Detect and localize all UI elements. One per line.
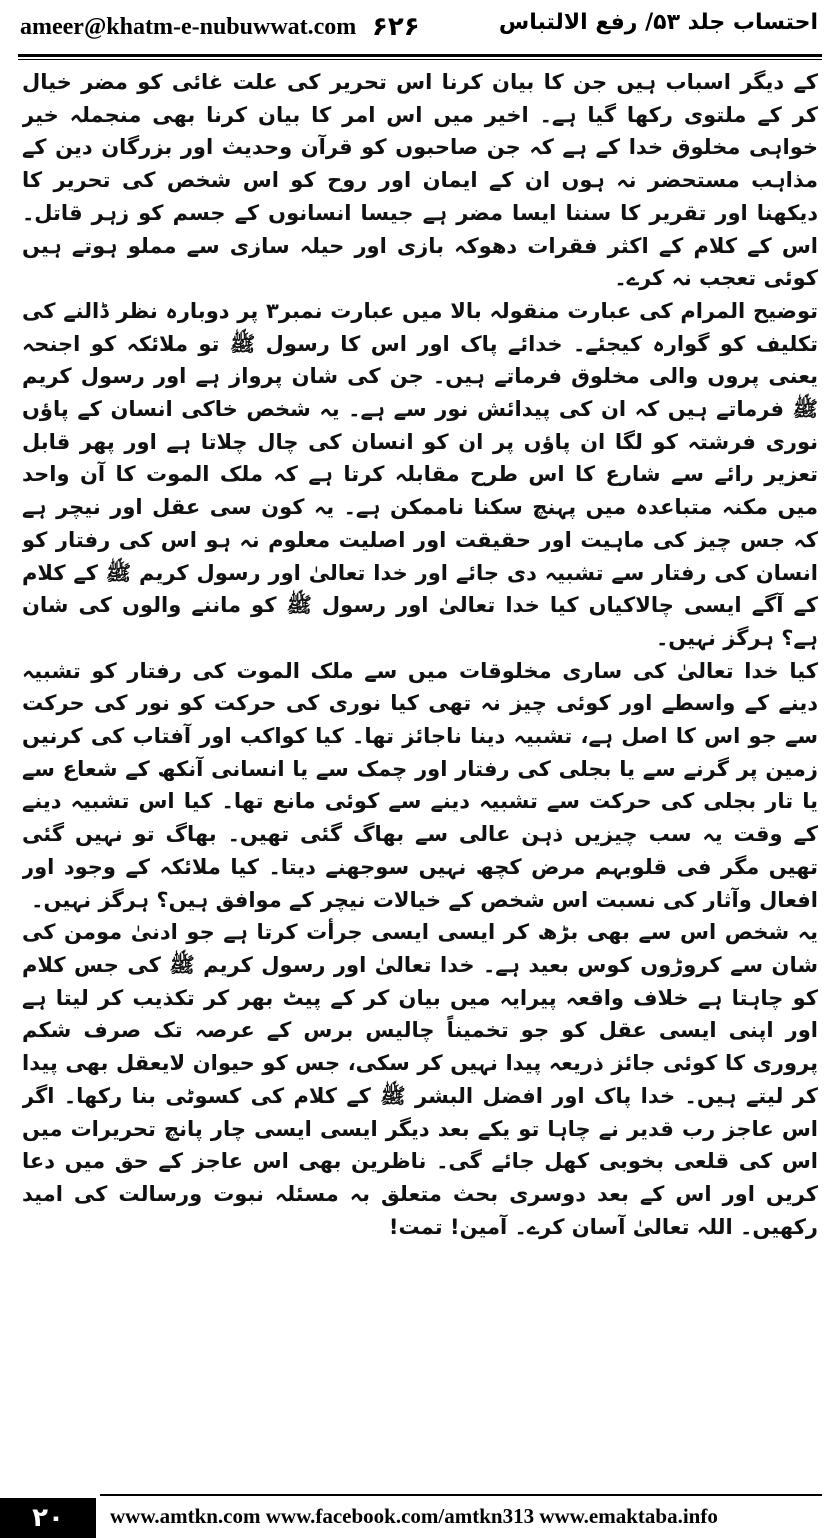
footer-badge-number: ۲۰: [0, 1498, 96, 1538]
header-rule-thin: [18, 59, 822, 60]
paragraph-3: کیا خدا تعالیٰ کی ساری مخلوقات میں سے ملک الموت کی رفتار کو تشبیہ دینے کے واسطے اور کوئی چیز نہ تھی کیا نوری کی حرکت کو نور کی حرکت سے جو اس کا اصل ہے، تشبیہ دینا ناجائز تھا۔ کیا کواکب اور آفتاب کی کرنیں زمین پر گرنے سے یا بجلی کی رفتار اور چمک سے یا انسانی آنکھ کے شعاع سے یا تار بجلی کی حرکت سے تشبیہ دینے سے کوئی مانع تھا۔ کیا اس تشبیہ دینے کے وقت یہ سب چیزیں ذہن عالی سے بھاگ گئی تھیں۔ بھاگ تو نہیں گئی تھیں مگر فی قلوبہم مرض کچھ نہیں سوجھنے دیتا۔ کیا ملائکہ کے وجود اور افعال وآثار کی نسبت اس شخص کے خیالات نیچر کے موافق ہیں؟ ہرگز نہیں۔: [22, 658, 818, 912]
header-email: ameer@khatm-e-nubuwwat.com: [20, 14, 357, 40]
footer-rule: [100, 1494, 822, 1496]
body-text: [22, 66, 818, 1476]
page-footer: [0, 1494, 840, 1540]
paragraph-1: کے دیگر اسباب ہیں جن کا بیان کرنا اس تحریر کی علت غائی کو مضر خیال کر کے ملتوی رکھا گیا ہے۔ اخیر میں اس امر کا بیان کرنا بھی منجملہ خیر خواہی مخلوق خدا کے ہے کہ جن صاحبوں کو قرآن وحدیث اور بزرگان دین کے مذاہب مستحضر نہ ہوں ان کے ایمان اور روح کو اس شخص کی تحریر کا دیکھنا اور تقریر کا سننا ایسا مضر ہے جیسا انسانوں کے جسم کو زہر قاتل۔ اس کے کلام کے اکثر فقرات دھوکہ بازی اور حیلہ سازی سے مملو ہوتے ہیں کوئی تعجب نہ کرے۔: [22, 70, 818, 291]
header-page-number: ۶۲۶: [372, 12, 420, 42]
header-title: احتساب جلد ۵۳/ رفع الالتباس: [498, 10, 818, 35]
header-rule: [18, 54, 822, 57]
footer-links: www.amtkn.com www.facebook.com/amtkn313 www.emaktaba.info: [110, 1504, 718, 1528]
paragraph-2: توضیح المرام کی عبارت منقولہ بالا میں عبارت نمبر۳ پر دوبارہ نظر ڈالنے کی تکلیف کو گوارہ کیجئے۔ خدائے پاک اور اس کا رسول ﷺ تو ملائکہ کو اجنحہ یعنی پروں والی مخلوق فرماتے ہیں۔ جن کی شان پرواز ہے اور رسول کریم ﷺ فرماتے ہیں کہ ان کی پیدائش نور سے ہے۔ یہ شخص خاکی انسان کے پاؤں نوری فرشتہ کو لگا ان پاؤں پر ان کو انسان کی چال چلاتا ہے اور پھر قابل تعزیر رائے سے شارع کا اس طرح مقابلہ کرتا ہے کہ ملک الموت کا آن واحد میں مکنہ متباعدہ میں پہنچ سکنا ناممکن ہے۔ یہ کون سی عقل اور نیچر ہے کہ جس چیز کی ماہیت اور حقیقت اور اصلیت معلوم نہ ہو اس کی رفتار کو انسان کی رفتار سے تشبیہ دی جائے اور خدا تعالیٰ اور رسول کریم ﷺ کے کلام کے آگے ایسی چالاکیاں کیا خدا تعالیٰ اور رسول ﷺ کو ماننے والوں کی شان ہے؟ ہرگز نہیں۔: [22, 298, 818, 650]
page-header: [0, 0, 840, 60]
paragraph-4: یہ شخص اس سے بھی بڑھ کر ایسی ایسی جرأت کرتا ہے جو ادنیٰ مومن کی شان سے کروڑوں کوس بعید ہے۔ خدا تعالیٰ اور رسول کریم ﷺ کی جس کلام کو چاہتا ہے خلاف واقعہ پیرایہ میں بیان کر کے پیٹ بھر کر تکذیب کر لیتا ہے اور اپنی ایسی عقل کو جو تخمیناً چالیس برس کے عرصہ تک صرف شکم پروری کا کوئی جائز ذریعہ پیدا نہیں کر سکی، جس کو حیوان لایعقل بھی پیدا کر لیتے ہیں۔ خدا پاک اور افضل البشر ﷺ کے کلام کی کسوٹی بنا رکھا۔ اگر اس عاجز رب قدیر نے چاہا تو یکے بعد دیگر ایسی ایسی چار پانچ تحریرات میں اس کی قلعی بخوبی کھل جائے گی۔ ناظرین بھی اس عاجز کے حق میں دعا کریں اور اس کے بعد دوسری بحث متعلق بہ مسئلہ نبوت ورسالت کی امید رکھیں۔ اللہ تعالیٰ آسان کرے۔ آمین! تمت!: [22, 920, 818, 1239]
